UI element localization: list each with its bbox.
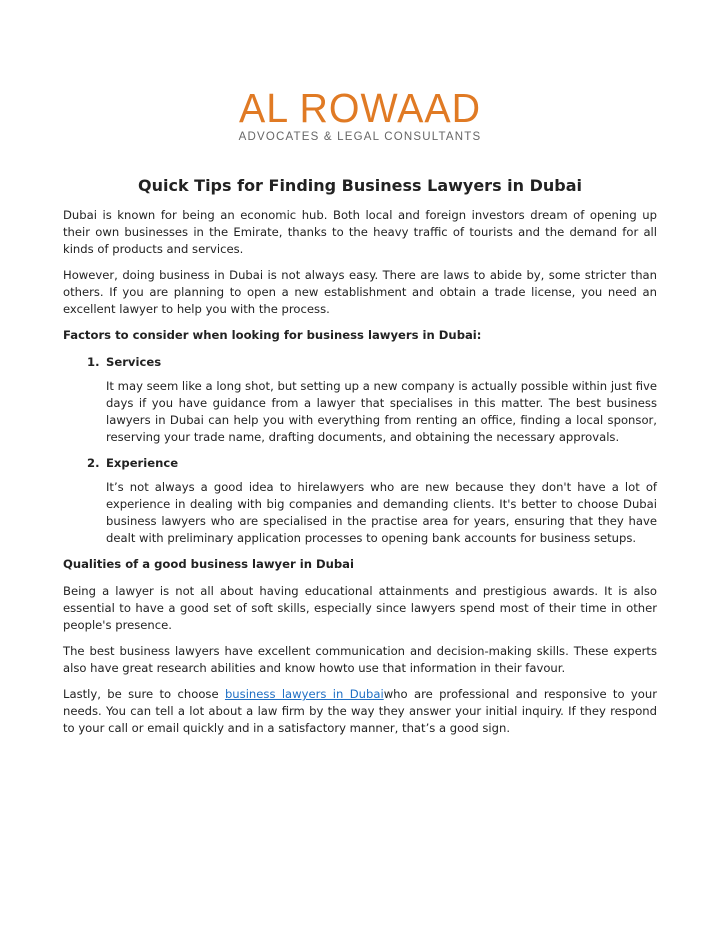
article-body xyxy=(63,176,657,746)
factor-title xyxy=(87,354,657,371)
company-logo xyxy=(0,86,720,143)
factor-body: It’s not always a good idea to hirelawyers who are new because they don't have a lot of experience in dealing with big companies and demanding clients. It's better to choose Dubai business lawyers who are specialised in the practise area for years, ensuring that they have dealt with preliminary application processes to opening bank accounts for business setups. xyxy=(106,480,657,545)
qualities-paragraph-1: Being a lawyer is not all about having educational attainments and prestigious awards. It is also essential to have a good set of soft skills, especially since lawyers spend most of their time in other people's presence. xyxy=(63,584,657,632)
factor-body: It may seem like a long shot, but setting up a new company is actually possible within just five days if you have guidance from a lawyer that specialises in this matter. The best business lawyers in Dubai can help you with everything from renting an office, finding a local sponsor, reserving your trade name, drafting documents, and obtaining the necessary approvals. xyxy=(106,379,657,444)
list-item xyxy=(63,455,657,547)
factor-title xyxy=(87,455,657,472)
qualities-paragraph-2: The best business lawyers have excellent communication and decision-making skills. These experts also have great research abilities and know howto use that information in their favour. xyxy=(63,644,657,675)
factor-title-text: Experience xyxy=(106,456,179,470)
factors-list xyxy=(63,354,657,547)
list-item xyxy=(63,354,657,446)
qualities-heading: Qualities of a good business lawyer in Dubai xyxy=(63,557,354,571)
factor-title-text: Services xyxy=(106,355,162,369)
closing-text-before: Lastly, be sure to choose xyxy=(63,687,225,701)
factors-heading: Factors to consider when looking for business lawyers in Dubai: xyxy=(63,328,482,342)
article-title: Quick Tips for Finding Business Lawyers in Dubai xyxy=(137,176,583,195)
logo-tagline: ADVOCATES & LEGAL CONSULTANTS xyxy=(238,131,482,143)
intro-paragraph-1: Dubai is known for being an economic hub. Both local and foreign investors dream of opening up their own businesses in the Emirate, thanks to the heavy traffic of tourists and the demand for all kinds of products and services. xyxy=(63,208,657,256)
logo-name: AL ROWAAD xyxy=(239,85,481,131)
factor-number: 2. xyxy=(87,456,100,470)
intro-paragraph-2: However, doing business in Dubai is not always easy. There are laws to abide by, some stricter than others. If you are planning to open a new establishment and obtain a trade license, you need an excellent lawyer to help you with the process. xyxy=(63,268,657,316)
closing-text-after: who are professional and responsive to your needs. You can tell a lot about a law firm by the way they answer your initial inquiry. If they respond to your call or email quickly and in a satisfactory manner, that’s a good sign. xyxy=(63,687,657,735)
business-lawyers-link[interactable]: business lawyers in Dubai xyxy=(224,687,384,701)
factor-number: 1. xyxy=(87,355,100,369)
closing-paragraph xyxy=(63,686,657,737)
